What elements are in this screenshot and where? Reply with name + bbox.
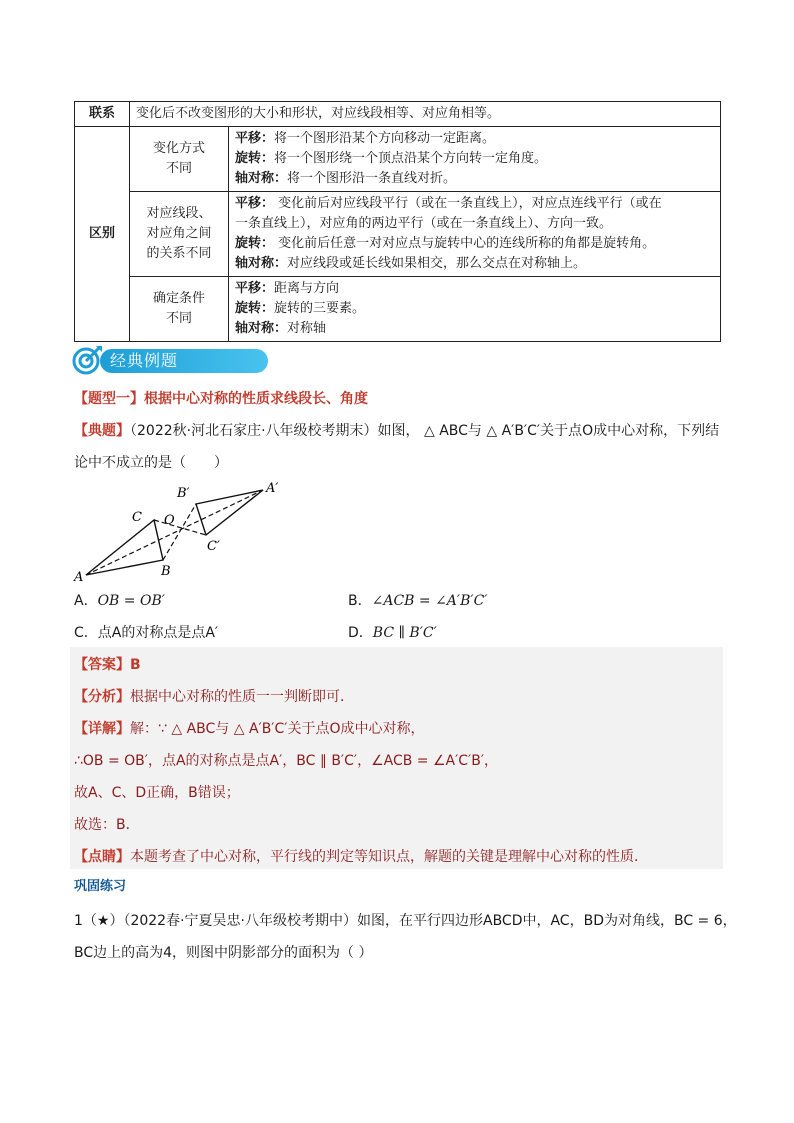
example-question-line1: 【典题】（2022秋·河北石家庄·八年级校考期末）如图， △ ABC与 △ A′B′C′关于点O成中心对称，下列结 [74, 423, 720, 439]
option-d: D．BC ∥ B′C′ [348, 625, 437, 641]
label-a-prime: A′ [266, 481, 279, 496]
detail-line-2: ∴OB = OB′，点A的对称点是点A′，BC ∥ B′C′，∠ACB = ∠A′C′B′， [74, 753, 499, 769]
connection-content: 变化后不改变图形的大小和形状，对应线段相等、对应角相等。 [130, 102, 721, 127]
practice-heading: 巩固练习 [74, 879, 127, 894]
option-c: C．点A的对称点是点A′ [74, 625, 219, 641]
table-row [75, 192, 721, 277]
analysis-line: 【分析】根据中心对称的性质一一判断即可． [74, 689, 354, 705]
difference-content-condition: 平移：距离与方向 旋转：旋转的三要素。 轴对称：对称轴 [229, 277, 721, 342]
table-row [75, 277, 721, 342]
label-b: B [161, 564, 171, 579]
table-row [75, 102, 721, 127]
detail-line-4: 故选：B． [74, 817, 140, 833]
label-a: A [74, 570, 84, 585]
option-b: B．∠ACB = ∠A′B′C′ [348, 593, 488, 609]
symmetry-figure [68, 478, 288, 588]
difference-content-relation: 平移： 变化前后对应线段平行（或在一条直线上），对应点连线平行（或在 一条直线上），对应角的两边平行（或在一条直线上）、方向一致。 旋转： 变化前后任意一对对应点与旋转中心的连线所称的角都是旋转角。 轴对称：对应线段或延长线如果相交，那么交点在对称轴上。 [229, 192, 721, 277]
label-c-prime: C′ [207, 539, 220, 554]
option-a: A．OB = OB′ [74, 593, 165, 609]
difference-content-method: 平移：将一个图形沿某个方向移动一定距离。 旋转：将一个图形绕一个顶点沿某个方向转一定角度。 轴对称：将一个图形沿一条直线对折。 [229, 127, 721, 192]
practice-q1-line1: 1（★）（2022春·宁夏吴忠·八年级校考期中）如图，在平行四边形ABCD中，AC，BD为对角线，BC = 6， [74, 913, 737, 929]
label-b-prime: B′ [177, 486, 190, 501]
section-title: 经典例题 [100, 349, 268, 373]
label-c: C [132, 510, 142, 525]
practice-q1-line2: BC边上的高为4，则图中阴影部分的面积为（ ） [74, 945, 373, 961]
answer-line: 【答案】B [74, 657, 141, 673]
row-header-connection: 联系 [75, 102, 130, 127]
detail-line-3: 故A、C、D正确，B错误； [74, 785, 240, 801]
detail-line: 【详解】解：∵ △ ABC与 △ A′B′C′关于点O成中心对称， [74, 721, 425, 737]
difference-label-condition: 确定条件 不同 [130, 277, 229, 342]
label-o: O [164, 513, 175, 528]
difference-label-relation: 对应线段、 对应角之间 的关系不同 [130, 192, 229, 277]
difference-label-method: 变化方式 不同 [130, 127, 229, 192]
comment-line: 【点睛】本题考查了中心对称，平行线的判定等知识点，解题的关键是理解中心对称的性质． [74, 849, 648, 865]
topic-heading: 【题型一】根据中心对称的性质求线段长、角度 [74, 391, 368, 407]
table-row [75, 127, 721, 192]
comparison-table [74, 101, 721, 342]
row-header-difference: 区别 [75, 127, 130, 342]
example-question-line2: 论中不成立的是（ ） [74, 455, 228, 471]
